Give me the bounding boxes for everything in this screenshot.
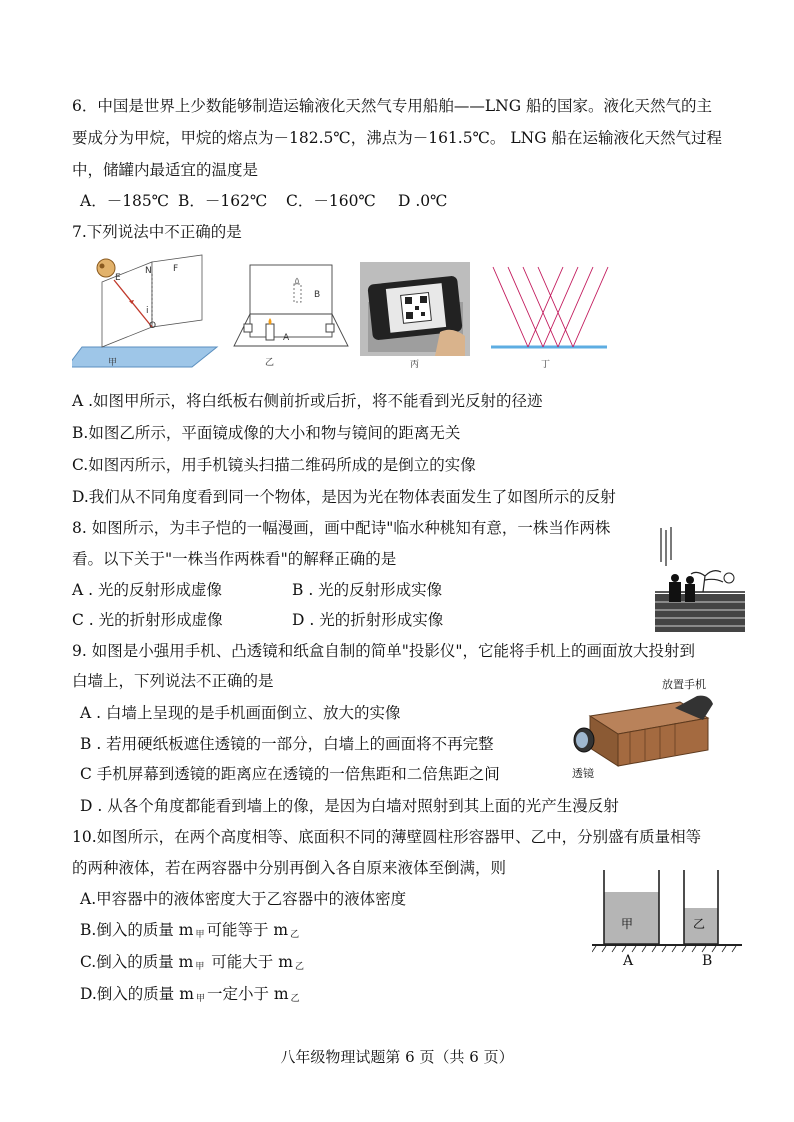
figure-container-a-label: A (623, 953, 634, 969)
figure-jia-label-o: O (149, 321, 157, 331)
q10-line-2: 的两种液体，若在两容器中分别再倒入各自原来液体至倒满，则 (72, 859, 507, 877)
q8-line-2: 看。以下关于"一株当作两株看"的解释正确的是 (72, 550, 397, 568)
q7-option-a: A .如图甲所示，将白纸板右侧前折或后折，将不能看到光反射的径迹 (72, 392, 543, 410)
q6-line-3: 中，储罐内最适宜的温度是 (72, 161, 259, 179)
q6-option-d: D .0℃ (398, 192, 448, 210)
q10-option-d (80, 984, 302, 1009)
q8-option-d: D . 光的折射形成实像 (292, 611, 444, 629)
figure-projector-box (570, 688, 720, 770)
q9-option-d: D . 从各个角度都能看到墙上的像，是因为白墙对照射到其上面的光产生漫反射 (80, 797, 619, 815)
q10-option-b-pre: B.倒入的质量 m (80, 921, 194, 939)
q9-option-b: B . 若用硬纸板遮住透镜的一部分，白墙上的画面将不再完整 (80, 735, 494, 753)
figure-yi-label-a: A (283, 333, 290, 343)
q10-option-d-mid: 一定小于 m (206, 985, 289, 1003)
figure-two-containers (592, 868, 752, 956)
figure-bing-caption: 丙 (410, 360, 420, 370)
q7-stem: 7.下列说法中不正确的是 (72, 223, 242, 241)
q9-option-a: A . 白墙上呈现的是手机画面倒立、放大的实像 (80, 704, 401, 722)
page-footer: 八年级物理试题第 6 页（共 6 页） (280, 1048, 514, 1066)
q6-line-2: 要成分为甲烷，甲烷的熔点为－182.5℃，沸点为－161.5℃。 LNG 船在运输液化天然气过程 (72, 129, 723, 147)
figure-container-b-liquid-label: 乙 (693, 917, 706, 931)
q8-option-b: B . 光的反射形成实像 (292, 581, 443, 599)
q10-line-1: 10.如图所示，在两个高度相等、底面积不同的薄壁圆柱形容器甲、乙中，分别盛有质量相等 (72, 828, 702, 846)
q10-option-b-sub1: 甲 (195, 930, 205, 940)
q6-option-b: B．－162℃ (178, 192, 268, 210)
q8-line-1: 8. 如图所示，为丰子恺的一幅漫画，画中配诗"临水种桃知有意，一株当作两株 (72, 519, 611, 537)
q10-option-b-sub2: 乙 (290, 930, 300, 940)
figure-container-a-liquid-label: 甲 (621, 917, 634, 931)
figure-jia-label-e: E (115, 273, 121, 283)
figure-jia-label-n: N (145, 266, 152, 276)
figure-yi-plane-mirror (230, 262, 350, 352)
cartoon-peach-tree-image (655, 522, 745, 632)
q10-option-c-sub1: 甲 (195, 962, 205, 972)
q8-option-c: C . 光的折射形成虚像 (72, 611, 223, 629)
q10-option-d-sub2: 乙 (290, 994, 300, 1004)
q7-option-c: C.如图丙所示，用手机镜头扫描二维码所成的是倒立的实像 (72, 456, 476, 474)
q7-option-b: B.如图乙所示，平面镜成像的大小和物与镜间的距离无关 (72, 424, 461, 442)
q9-option-c: C 手机屏幕到透镜的距离应在透镜的一倍焦距和二倍焦距之间 (80, 765, 500, 783)
q10-option-c-pre: C.倒入的质量 m (80, 953, 194, 971)
figure-ding-caption: 丁 (541, 360, 551, 370)
q8-option-a: A . 光的反射形成虚像 (72, 581, 222, 599)
figure-projector-label-lens: 透镜 (572, 767, 594, 780)
q10-option-d-sub1: 甲 (195, 994, 205, 1004)
q9-line-2: 白墙上，下列说法不正确的是 (72, 672, 274, 690)
q6-line-1: 6．中国是世界上少数能够制造运输液化天然气专用船舶——LNG 船的国家。液化天然气的主 (72, 97, 713, 115)
q10-option-c (80, 952, 306, 977)
q10-option-c-mid: 可能大于 m (206, 953, 293, 971)
figure-jia-label-f: F (173, 264, 179, 274)
q10-option-b (80, 920, 301, 945)
q10-option-d-pre: D.倒入的质量 m (80, 985, 194, 1003)
q6-option-c: C．－160℃ (286, 192, 376, 210)
figure-container-b-label: B (702, 953, 713, 969)
figure-yi-label-b: B (314, 290, 321, 300)
q9-line-1: 9. 如图是小强用手机、凸透镜和纸盒自制的简单"投影仪"，它能将手机上的画面放大投射到 (72, 642, 695, 660)
q10-option-b-mid: 可能等于 m (206, 921, 289, 939)
figure-projector-label-phone: 放置手机 (662, 678, 706, 691)
figure-bing-phone-qr-scan (360, 262, 470, 356)
figure-jia-label-i: i (146, 306, 149, 316)
q10-option-c-sub2: 乙 (294, 962, 304, 972)
figure-jia-caption: 甲 (108, 358, 118, 368)
q7-option-d: D.我们从不同角度看到同一个物体，是因为光在物体表面发生了如图所示的反射 (72, 488, 616, 506)
figure-ding-specular-reflection (488, 262, 610, 354)
q6-option-a: A．－185℃ (80, 192, 170, 210)
figure-yi-caption: 乙 (265, 358, 275, 368)
q10-option-a: A.甲容器中的液体密度大于乙容器中的液体密度 (80, 890, 407, 908)
